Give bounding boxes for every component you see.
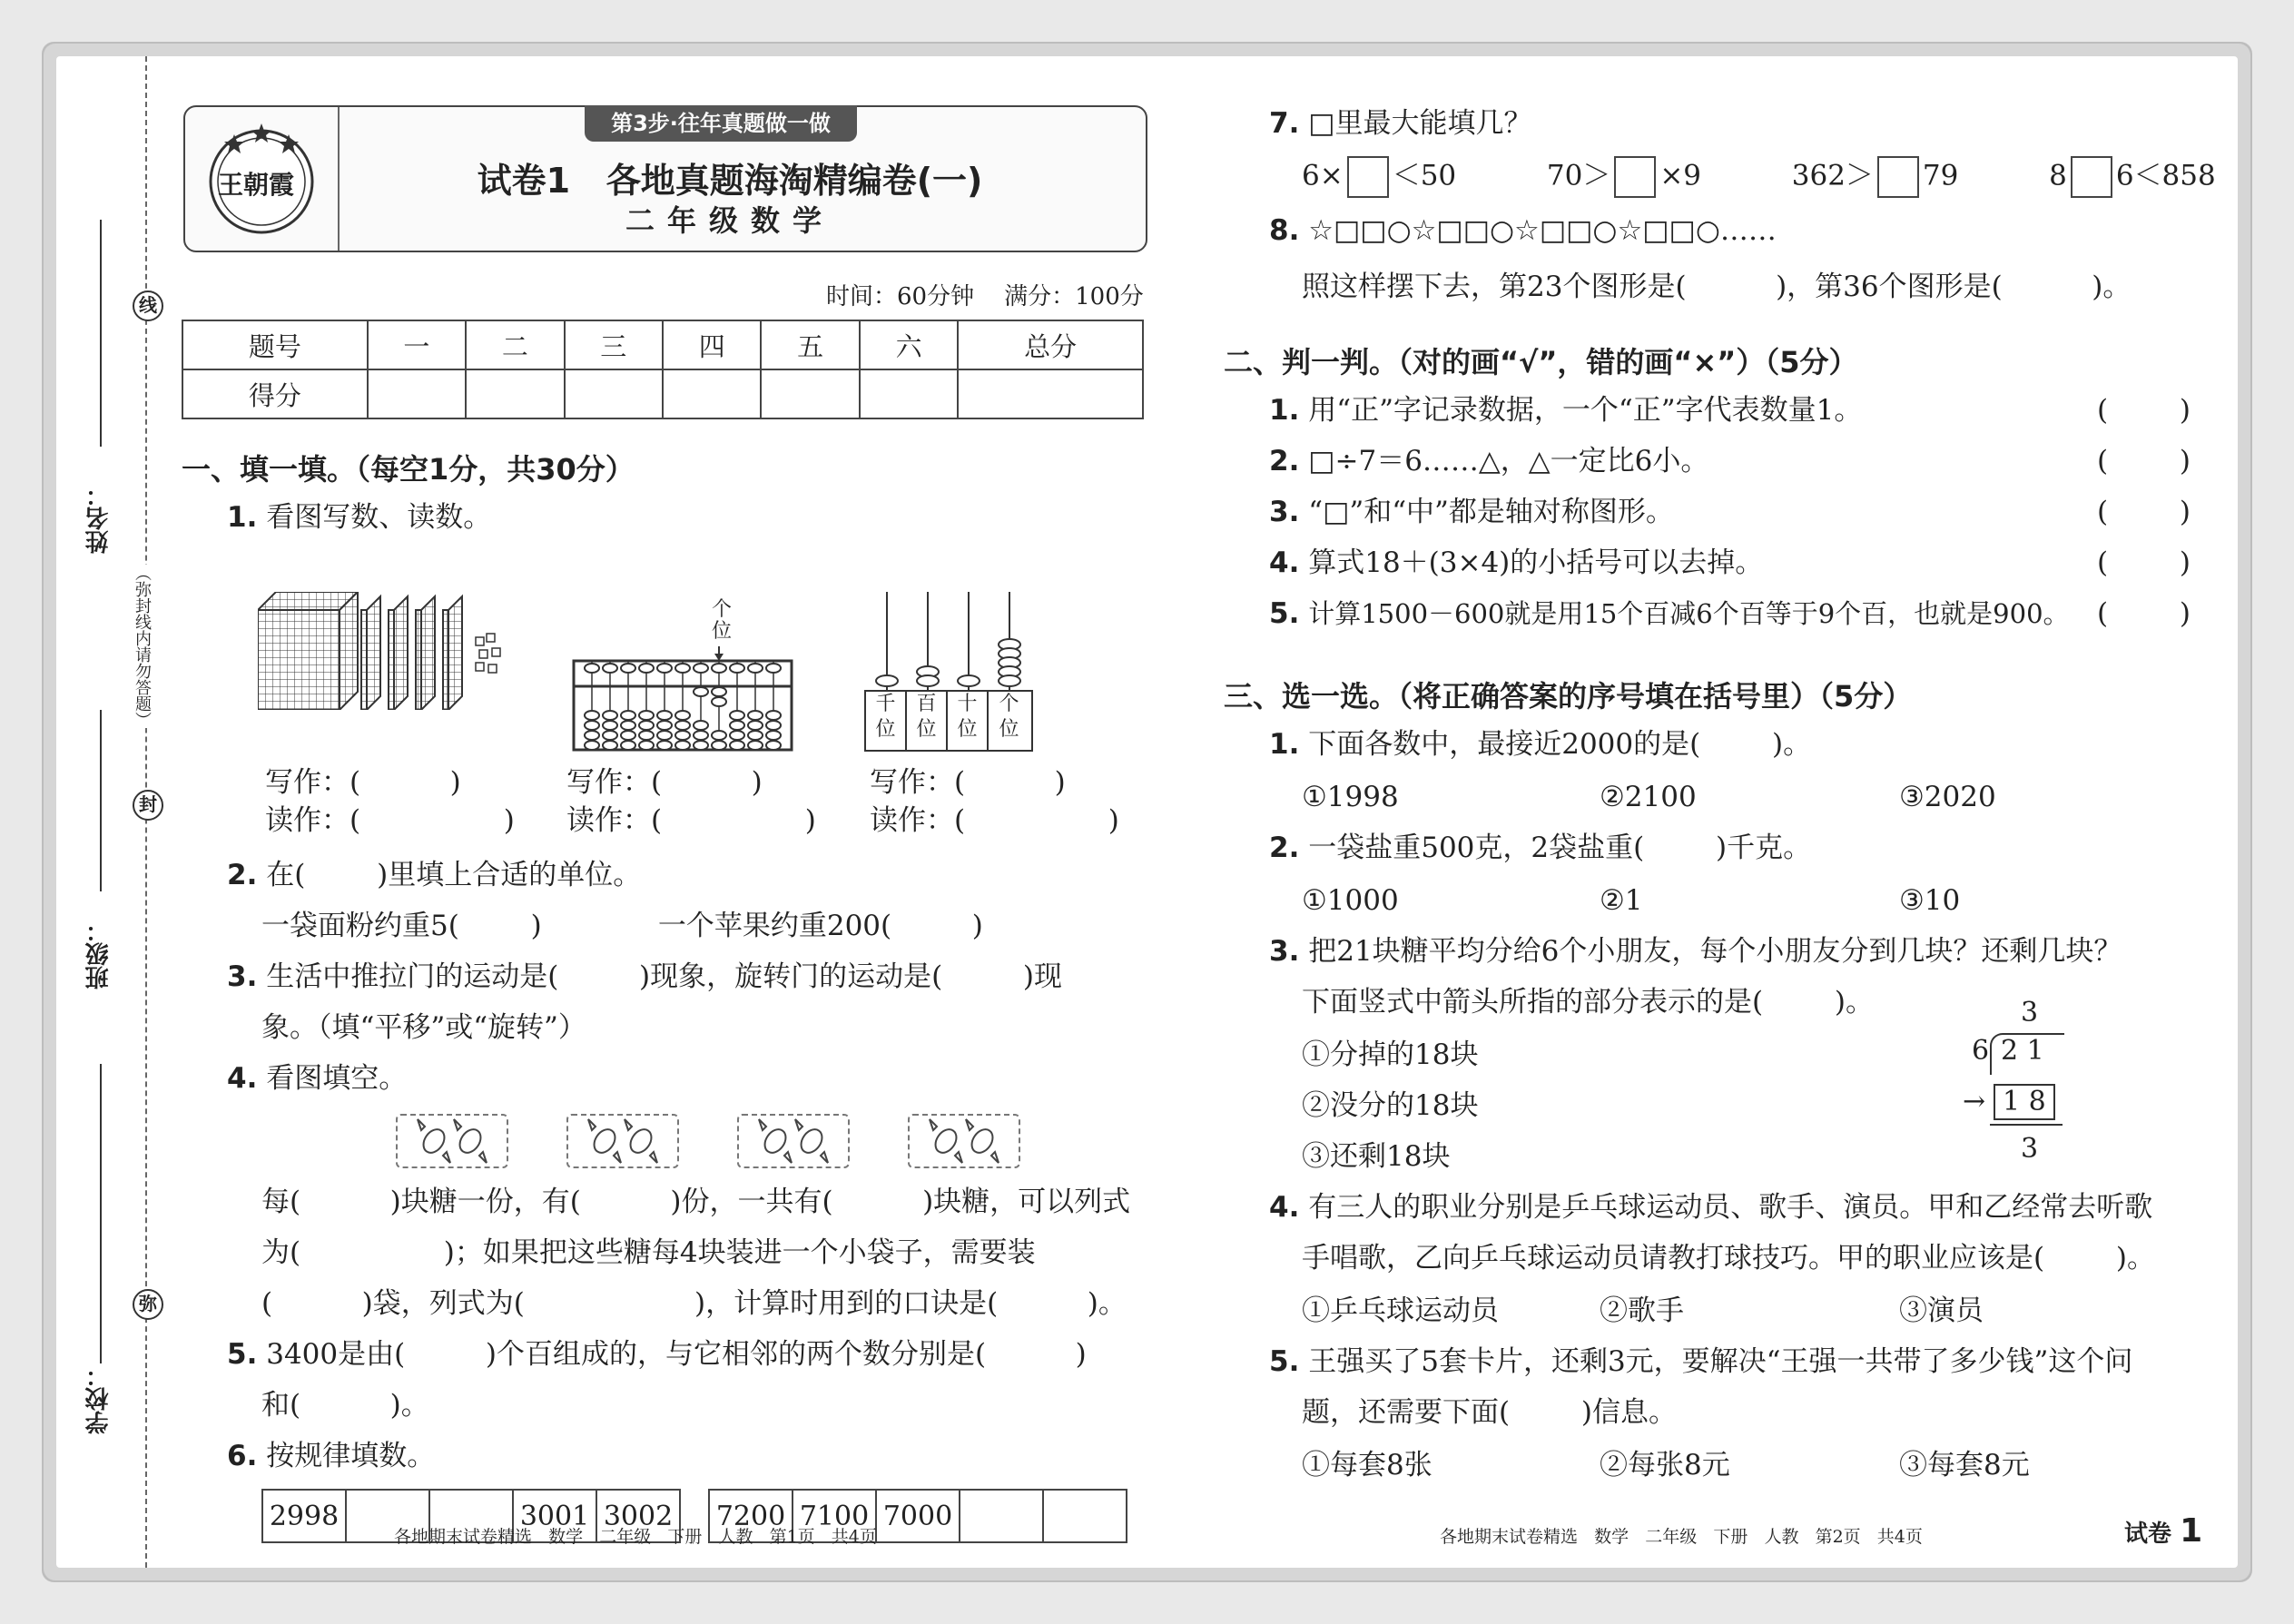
option-a[interactable]: ①1000: [1302, 884, 1399, 917]
q-text: 在( )里填上合适的单位。: [266, 859, 642, 891]
long-division: [1941, 997, 2104, 1182]
q1-write-3[interactable]: 写作：( ): [870, 766, 1066, 799]
q-text: 看图填空。: [266, 1062, 408, 1095]
expr-part: ×9: [1659, 159, 1702, 192]
score-header-2: 二: [466, 320, 564, 369]
q1-4-line2[interactable]: 为( )；如果把这些糖每4块装进一个小袋子，需要装: [261, 1236, 1036, 1269]
s3-q4: [1269, 1189, 2152, 1225]
s2-answer-4[interactable]: ( ): [2097, 546, 2191, 579]
option-a[interactable]: ①每套8张: [1302, 1449, 1433, 1481]
score-header-4: 四: [663, 320, 761, 369]
score-header-1: 一: [368, 320, 466, 369]
option-c[interactable]: ③10: [1899, 884, 1961, 917]
answer-box[interactable]: [1877, 156, 1919, 198]
option-b[interactable]: ②没分的18块: [1302, 1089, 1479, 1122]
q-text: 算式18＋(3×4)的小括号可以去掉。: [1308, 546, 1764, 579]
binding-margin: [56, 56, 192, 1568]
seal-mark-xian: 线: [133, 290, 163, 321]
div-dividend: 2 1: [2001, 1035, 2044, 1067]
s3-q3-line2[interactable]: 下面竖式中箭头所指的部分表示的是( )。: [1302, 986, 1875, 1019]
score-header-total: 总分: [958, 320, 1143, 369]
seq-cell-blank[interactable]: [960, 1490, 1043, 1542]
div-product: 1 8: [1994, 1084, 2055, 1120]
q1-1: [227, 499, 491, 536]
candy-group: [566, 1114, 679, 1168]
badge-number: 1: [2180, 1512, 2203, 1550]
step-banner: 第3步·往年真题做一做: [585, 105, 857, 142]
score-cell[interactable]: [466, 369, 564, 418]
seq-cell: 3002: [596, 1490, 680, 1542]
q-num: 4.: [1269, 546, 1300, 579]
q-text: 王强买了5套卡片，还剩3元，要解决“王强一共带了多少钱”这个问: [1308, 1345, 2133, 1378]
q-num: 3.: [227, 960, 258, 993]
expr-part: 6＜858: [2115, 159, 2216, 192]
q-text[interactable]: 生活中推拉门的运动是( )现象，旋转门的运动是( )现: [266, 960, 1062, 993]
option-b[interactable]: ②每张8元: [1600, 1449, 1730, 1481]
option-c[interactable]: ③演员: [1899, 1294, 1984, 1327]
q1-2: [227, 857, 641, 893]
seq-cell: 7000: [876, 1490, 960, 1542]
s3-q4-line2[interactable]: 手唱歌，乙向乒乓球运动员请教打球技巧。甲的职业应该是( )。: [1302, 1242, 2156, 1275]
option-b[interactable]: ②歌手: [1600, 1294, 1684, 1327]
seq-cell: 7200: [709, 1490, 793, 1542]
q1-8: [1269, 212, 1777, 249]
logo: [198, 114, 325, 241]
binding-note: （弥封线内请勿答题）: [129, 565, 154, 728]
paper-title: 试卷1 各地真题海淘精编卷(一): [477, 161, 983, 201]
q-num: 5.: [227, 1338, 258, 1371]
section1-title: 一、填一填。（每空1分，共30分）: [182, 452, 635, 487]
answer-box[interactable]: [1614, 156, 1656, 198]
school-label: 学校：: [85, 1363, 113, 1434]
section2-title: 二、判一判。（对的画“√”，错的画“×”）（5分）: [1224, 345, 1858, 379]
name-label: 姓名：: [85, 483, 113, 554]
score-table: [182, 320, 1144, 419]
figure-abacus: [572, 598, 808, 755]
q-text: 看图写数、读数。: [266, 501, 492, 534]
q-text: □÷7＝6……△，△一定比6小。: [1308, 445, 1709, 477]
q1-3-line2: 象。（填“平移”或“旋转”）: [261, 1011, 586, 1044]
q-num: 4.: [1269, 1191, 1300, 1224]
footer-left: 各地期末试卷精选 数学 二年级 下册 人教 第1页 共4页: [394, 1527, 877, 1547]
s2-answer-1[interactable]: ( ): [2097, 394, 2191, 427]
pattern-text: ☆□□○☆□□○☆□□○☆□□○……: [1308, 214, 1777, 247]
expr-part: ＜50: [1392, 159, 1457, 192]
q-num: 4.: [227, 1062, 258, 1095]
candy-group: [396, 1114, 508, 1168]
s3-q3: [1269, 933, 2122, 969]
q1-7-items: [1302, 156, 2216, 198]
q1-6: [227, 1438, 435, 1474]
place-label-hundreds: 百位: [907, 692, 948, 750]
q1-8-line[interactable]: 照这样摆下去，第23个图形是( )，第36个图形是( )。: [1302, 271, 2132, 303]
arrow-icon: →: [1963, 1086, 1986, 1117]
expr-part: 70＞: [1546, 159, 1611, 192]
q-text: 计算1500－600就是用15个百减6个百等于9个百，也就是900。: [1308, 598, 2070, 629]
q-num: 2.: [1269, 445, 1300, 477]
expr-part: 362＞: [1791, 159, 1874, 192]
place-label-tens: 十位: [948, 692, 989, 750]
q-num: 1.: [1269, 394, 1300, 427]
abacus-top-label: 个位: [711, 598, 732, 643]
q-text[interactable]: 下面各数中，最接近2000的是( )。: [1308, 728, 1812, 761]
section3-title: 三、选一选。（将正确答案的序号填在括号里）（5分）: [1224, 679, 1913, 714]
candy-icon: [398, 1116, 507, 1166]
q1-read-1[interactable]: 读作：( ): [265, 804, 515, 837]
s2-answer-3[interactable]: ( ): [2097, 496, 2191, 528]
seal-mark-mi: 弥: [133, 1289, 163, 1320]
option-c[interactable]: ③2020: [1899, 781, 1996, 813]
q-num: 2.: [1269, 832, 1300, 864]
q1-write-1[interactable]: 写作：( ): [265, 766, 461, 799]
s2-answer-2[interactable]: ( ): [2097, 445, 2191, 477]
score-cell[interactable]: [860, 369, 958, 418]
option-a[interactable]: ①分掉的18块: [1302, 1038, 1479, 1071]
candy-group: [737, 1114, 850, 1168]
exam-sheet: [56, 56, 2238, 1568]
score-cell[interactable]: [663, 369, 761, 418]
q-text: □里最大能填几？: [1308, 107, 1532, 140]
logo-text: 王朝霞: [218, 170, 295, 200]
div-remainder: 3: [2021, 1133, 2039, 1165]
q1-read-2[interactable]: 读作：( ): [566, 804, 816, 837]
footer-right: 各地期末试卷精选 数学 二年级 下册 人教 第2页 共4页: [1440, 1527, 1923, 1547]
score-header-6: 六: [860, 320, 958, 369]
candy-groups: [396, 1114, 1086, 1168]
option-b[interactable]: ②2100: [1600, 781, 1697, 813]
q-num: 1.: [1269, 728, 1300, 761]
time-info: 时间：60分钟 满分：100分: [826, 283, 1144, 310]
seq-cell: 3001: [513, 1490, 596, 1542]
q-num: 2.: [227, 859, 258, 891]
q-num: 6.: [227, 1440, 258, 1472]
q1-4-line3[interactable]: ( )袋，列式为( )，计算时用到的口诀是( )。: [261, 1287, 1127, 1320]
s3-q1: [1269, 726, 1811, 763]
q-text: 有三人的职业分别是乒乓球运动员、歌手、演员。甲和乙经常去听歌: [1308, 1191, 2153, 1224]
q-text: 用“正”字记录数据，一个“正”字代表数量1。: [1308, 394, 1863, 427]
paper-subtitle: 二年级数学: [625, 203, 834, 238]
seal-mark-feng: 封: [133, 790, 163, 821]
s3-q5: [1269, 1343, 2132, 1380]
answer-box[interactable]: [1347, 156, 1389, 198]
header-box: [183, 105, 1147, 252]
s2-answer-5[interactable]: ( ): [2097, 597, 2191, 630]
score-cell[interactable]: [958, 369, 1143, 418]
answer-box[interactable]: [2071, 156, 2112, 198]
q-text: 按规律填数。: [266, 1440, 436, 1472]
class-label: 班级：: [85, 919, 113, 989]
score-header-5: 五: [761, 320, 859, 369]
q-num: 7.: [1269, 107, 1300, 140]
q1-4: [227, 1060, 407, 1097]
option-c[interactable]: ③每套8元: [1899, 1449, 2030, 1481]
q-num: 8.: [1269, 214, 1300, 247]
s2-item-2: [1269, 443, 1708, 479]
candy-icon: [910, 1116, 1019, 1166]
expr-part: 79: [1922, 159, 1959, 192]
score-cell[interactable]: [761, 369, 859, 418]
q1-7: [1269, 105, 1532, 142]
score-cell[interactable]: [565, 369, 663, 418]
score-header-3: 三: [565, 320, 663, 369]
option-a[interactable]: ①1998: [1302, 781, 1399, 813]
q-num: 3.: [1269, 935, 1300, 968]
candy-icon: [739, 1116, 848, 1166]
expr-part: 6×: [1302, 159, 1344, 192]
q1-3: [227, 959, 1062, 995]
q1-5-line2[interactable]: 和( )。: [261, 1389, 429, 1422]
option-c[interactable]: ③还剩18块: [1302, 1140, 1451, 1173]
seq-cell-blank[interactable]: [1043, 1490, 1127, 1542]
candy-icon: [568, 1116, 677, 1166]
q-num: 5.: [1269, 597, 1300, 630]
s2-item-4: [1269, 545, 1763, 581]
place-label-thousands: 千位: [866, 692, 907, 750]
paper-badge: [2124, 1512, 2202, 1550]
s2-item-3: [1269, 494, 1674, 530]
candy-group: [908, 1114, 1020, 1168]
option-b[interactable]: ②1: [1600, 884, 1643, 917]
q1-2-line[interactable]: 一袋面粉约重5( ) 一个苹果约重200( ): [261, 910, 983, 942]
q-num: 3.: [1269, 496, 1300, 528]
q-num: 5.: [1269, 1345, 1300, 1378]
score-row-label: 得分: [182, 369, 368, 418]
place-label-ones: 个位: [999, 693, 1019, 741]
seq-cell: 2998: [262, 1490, 346, 1542]
q-text[interactable]: 一袋盐重500克，2袋盐重( )千克。: [1308, 832, 1812, 864]
s3-q2: [1269, 830, 1811, 866]
q1-5: [227, 1336, 1087, 1373]
s3-q5-line2[interactable]: 题，还需要下面( )信息。: [1302, 1396, 1678, 1429]
s2-item-5: [1269, 595, 2070, 632]
figure-counter: [864, 574, 1046, 755]
q1-write-2[interactable]: 写作：( ): [566, 766, 763, 799]
q-num: 1.: [227, 501, 258, 534]
div-divisor: 6: [1972, 1035, 1990, 1067]
s2-item-1: [1269, 392, 1862, 428]
expr-part: 8: [2049, 159, 2067, 192]
q1-4-line1[interactable]: 每( )块糖一份，有( )份，一共有( )块糖，可以列式: [261, 1186, 1131, 1218]
score-cell[interactable]: [368, 369, 466, 418]
badge-label: 试卷: [2124, 1521, 2172, 1548]
option-a[interactable]: ①乒乓球运动员: [1302, 1294, 1499, 1327]
q1-read-3[interactable]: 读作：( ): [870, 804, 1119, 837]
q-text[interactable]: 3400是由( )个百组成的，与它相邻的两个数分别是( ): [266, 1338, 1087, 1371]
seq-cell: 7100: [793, 1490, 876, 1542]
q-text: 把21块糖平均分给6个小朋友，每个小朋友分到几块？还剩几块？: [1308, 935, 2122, 968]
score-header-0: 题号: [182, 320, 368, 369]
div-quotient: 3: [2021, 997, 2039, 1029]
q-text: “□”和“中”都是轴对称图形。: [1308, 496, 1674, 528]
figure-blocks: [258, 592, 521, 710]
